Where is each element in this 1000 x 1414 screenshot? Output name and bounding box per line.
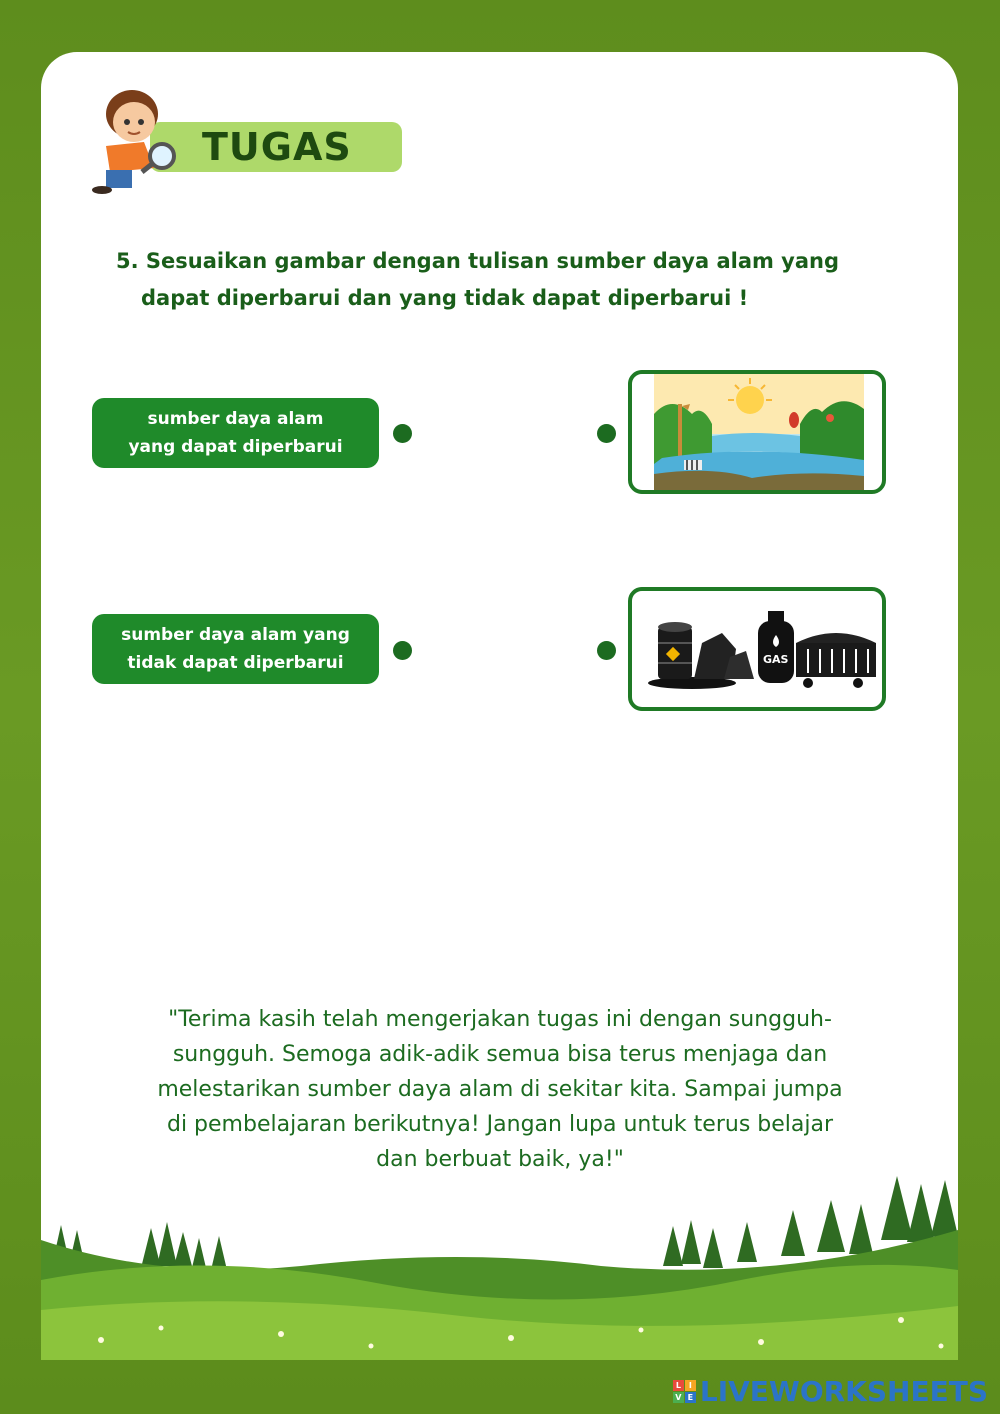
- match-dot-left-2[interactable]: [393, 641, 412, 660]
- label-renewable[interactable]: [92, 398, 379, 468]
- label-nonrenewable-line-2: tidak dapat diperbarui: [127, 653, 344, 673]
- closing-line-5: dan berbuat baik, ya!": [376, 1147, 624, 1172]
- watermark-text: LIVEWORKSHEETS: [699, 1374, 988, 1408]
- gas-label: GAS: [763, 653, 789, 666]
- label-nonrenewable-line-1: sumber daya alam yang: [121, 625, 350, 645]
- closing-message: [120, 1002, 880, 1177]
- image-card-fossil[interactable]: [628, 587, 886, 711]
- label-renewable-line-2: yang dapat diperbarui: [128, 437, 343, 457]
- question-line-1: 5. Sesuaikan gambar dengan tulisan sumber daya alam yang: [116, 249, 840, 273]
- kid-magnifier-icon: [84, 86, 184, 196]
- closing-line-2: sungguh. Semoga adik-adik semua bisa terus menjaga dan: [172, 1042, 828, 1067]
- label-nonrenewable[interactable]: [92, 614, 379, 684]
- liveworksheets-watermark: [673, 1374, 988, 1408]
- liveworksheets-logo-icon: L I V E: [673, 1380, 696, 1403]
- label-renewable-line-1: sumber daya alam: [147, 409, 324, 429]
- question-text: [116, 243, 896, 317]
- closing-line-3: melestarikan sumber daya alam di sekitar kita. Sampai jumpa: [157, 1077, 843, 1102]
- fossil-fuels-icon: [632, 591, 882, 707]
- image-card-nature[interactable]: [628, 370, 886, 494]
- nature-landscape-icon: [632, 374, 882, 490]
- match-dot-right-1[interactable]: [597, 424, 616, 443]
- closing-line-1: "Terima kasih telah mengerjakan tugas ini dengan sungguh-: [168, 1007, 832, 1032]
- match-dot-right-2[interactable]: [597, 641, 616, 660]
- closing-line-4: di pembelajaran berikutnya! Jangan lupa untuk terus belajar: [166, 1112, 833, 1137]
- match-dot-left-1[interactable]: [393, 424, 412, 443]
- landscape-illustration: [41, 1170, 958, 1360]
- page-title: TUGAS: [202, 125, 352, 169]
- question-line-2: dapat diperbarui dan yang tidak dapat diperbarui !: [141, 286, 749, 310]
